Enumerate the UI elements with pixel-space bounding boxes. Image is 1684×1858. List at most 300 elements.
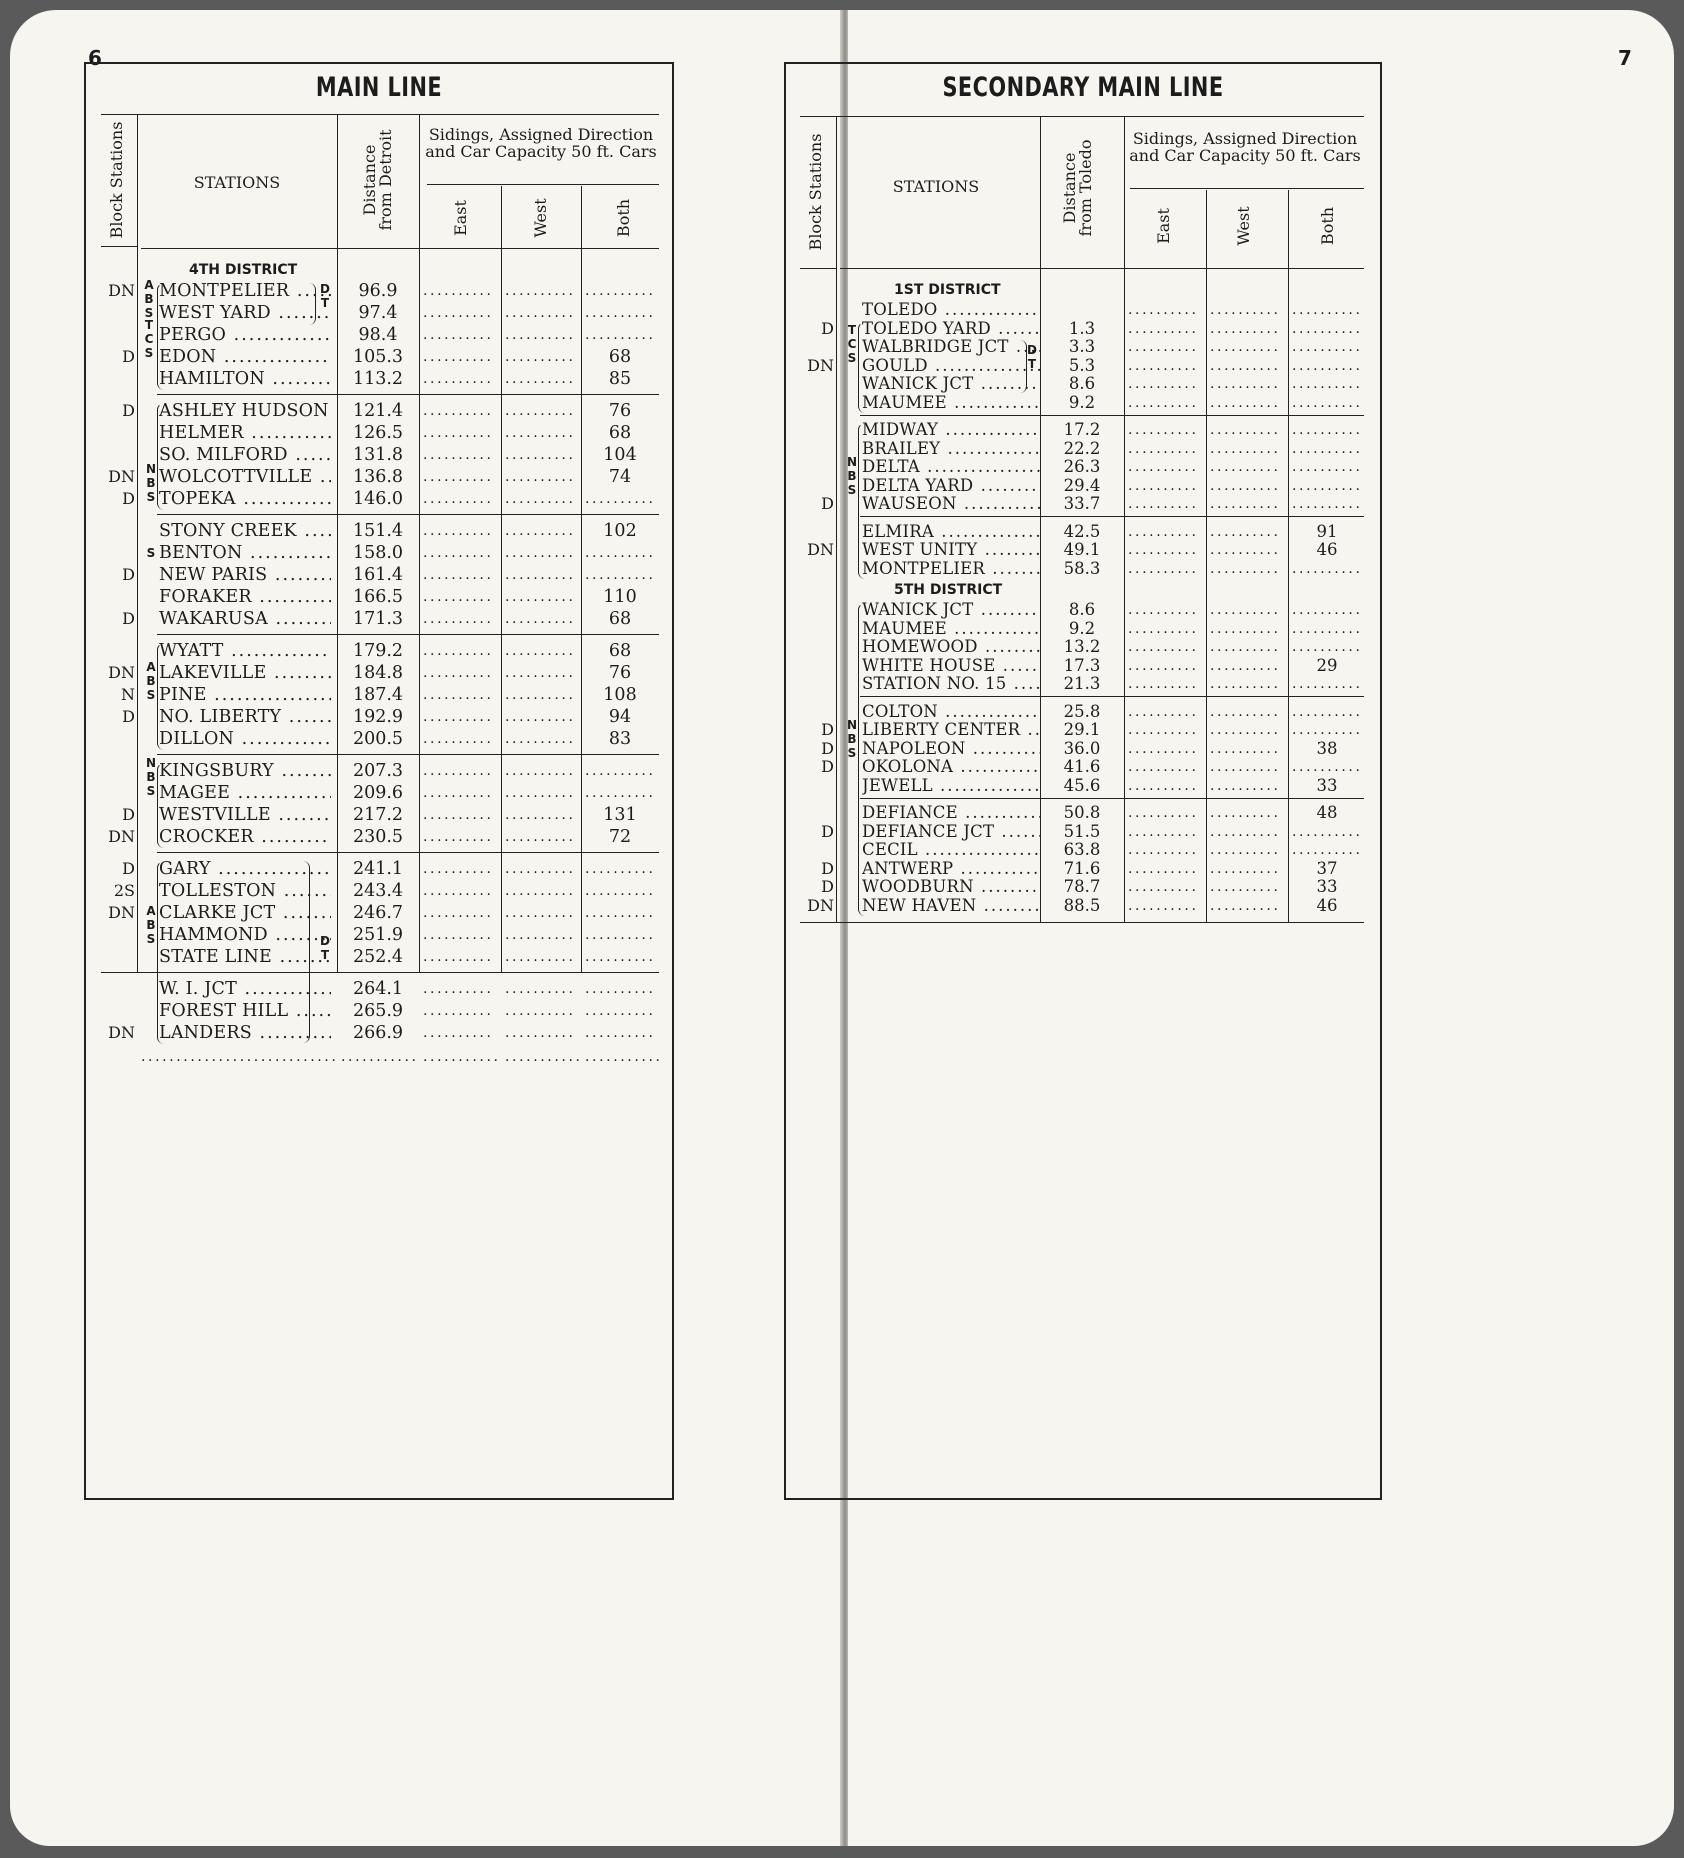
station-name: WAKARUSA .....: [159, 608, 331, 630]
table-row: [800, 656, 1364, 676]
table-row: [101, 858, 659, 880]
block-station-code: D: [821, 858, 834, 878]
main-line-frame: [84, 62, 674, 1500]
block-station-code: D: [122, 401, 135, 420]
station-name: MIDWAY .....: [862, 420, 1040, 440]
east-siding-dots: [1128, 674, 1198, 694]
distance-value: 50.8: [1063, 803, 1101, 822]
east-siding-dots: [423, 444, 493, 466]
west-siding-dots: [1210, 757, 1280, 777]
both-siding-dots: [1292, 600, 1362, 620]
both-siding-dots: [1292, 476, 1362, 496]
distance-value: 105.3: [352, 347, 404, 367]
west-siding-dots: [1210, 393, 1280, 413]
east-siding-dots: [423, 858, 493, 880]
table-row: [101, 488, 659, 510]
station-name: TOLLESTON .....: [159, 880, 331, 902]
block-station-code: D: [821, 720, 834, 739]
table-row: [101, 466, 659, 488]
west-siding-dots: [505, 346, 575, 368]
both-siding-dots: [585, 1000, 655, 1022]
distance-value: 97.4: [358, 303, 398, 323]
west-siding-dots: [1210, 776, 1280, 796]
block-station-code: D: [122, 489, 135, 508]
distance-value: 171.3: [352, 609, 404, 629]
block-station-code: D: [122, 859, 135, 878]
empty-dots: [423, 1046, 497, 1068]
east-siding-dots: [1128, 476, 1198, 496]
east-siding-dots: [423, 880, 493, 902]
signal-label: N B S: [846, 718, 858, 760]
both-siding-capacity: 38: [1316, 738, 1338, 758]
west-siding-dots: [1210, 540, 1280, 560]
station-name: BRAILEY .....: [862, 439, 1040, 459]
table-row: [800, 374, 1364, 394]
east-siding-dots: [423, 280, 493, 302]
both-siding-dots: [1292, 720, 1362, 740]
distance-value: 230.5: [352, 827, 404, 847]
east-siding-dots: [1128, 656, 1198, 676]
station-name: WYATT .....: [159, 640, 331, 662]
table-row: [800, 619, 1364, 639]
block-station-code: DN: [807, 540, 834, 559]
west-siding-dots: [505, 400, 575, 422]
west-siding-dots: [505, 586, 575, 608]
district-heading: 5TH DISTRICT: [894, 582, 1003, 598]
station-name: NO. LIBERTY .....: [159, 706, 331, 728]
table-row: [800, 439, 1364, 459]
station-name: DILLON .....: [159, 728, 331, 750]
block-station-code: D: [821, 318, 834, 338]
both-siding-dots: [1292, 319, 1362, 339]
group-bracket: [858, 603, 865, 916]
distance-value: 131.8: [352, 445, 404, 465]
both-siding-dots: [585, 542, 655, 564]
both-siding-capacity: 76: [608, 663, 632, 683]
block-station-code: D: [122, 347, 135, 366]
both-siding-capacity: 33: [1316, 877, 1338, 896]
station-name: HOMEWOOD .....: [862, 637, 1040, 657]
west-siding-dots: [505, 640, 575, 662]
distance-value: 49.1: [1063, 540, 1101, 559]
table-row: [800, 637, 1364, 657]
block-station-code: DN: [807, 895, 834, 915]
table-row: [800, 600, 1364, 620]
west-siding-dots: [1210, 300, 1280, 320]
east-siding-dots: [1128, 337, 1198, 357]
east-siding-dots: [1128, 739, 1198, 759]
east-siding-dots: [423, 422, 493, 444]
both-siding-dots: [585, 760, 655, 782]
signal-label: D T: [320, 934, 330, 962]
block-station-code: N: [121, 685, 135, 704]
station-name: BENTON .....: [159, 542, 331, 564]
both-siding-dots: [585, 946, 655, 968]
table-row: [101, 346, 659, 368]
station-name: WOODBURN .....: [862, 877, 1040, 897]
west-siding-dots: [505, 1022, 575, 1044]
west-siding-dots: [1210, 494, 1280, 514]
station-name: WAUSEON .....: [862, 494, 1040, 514]
distance-value: 151.4: [352, 521, 404, 541]
secondary-line-table: [800, 116, 1364, 976]
distance-value: 41.6: [1063, 757, 1101, 776]
distance-value: 9.2: [1068, 618, 1096, 638]
table-row: [800, 859, 1364, 879]
both-header: Both: [614, 198, 633, 238]
block-station-code: DN: [108, 903, 135, 922]
west-siding-dots: [505, 280, 575, 302]
east-siding-dots: [423, 520, 493, 542]
both-siding-dots: [585, 564, 655, 586]
distance-value: 78.7: [1063, 877, 1101, 896]
table-row: [101, 302, 659, 324]
west-siding-dots: [1210, 439, 1280, 459]
west-siding-dots: [1210, 476, 1280, 496]
both-siding-capacity: 68: [608, 347, 632, 367]
district-heading: 4TH DISTRICT: [189, 262, 298, 278]
east-siding-dots: [1128, 803, 1198, 823]
station-name: DEFIANCE JCT .....: [862, 822, 1040, 842]
west-siding-dots: [505, 422, 575, 444]
secondary-line-frame: [784, 62, 1382, 1500]
block-station-code: D: [122, 609, 135, 628]
west-siding-dots: [505, 1000, 575, 1022]
west-siding-dots: [1210, 319, 1280, 339]
east-siding-dots: [423, 826, 493, 848]
page-number: 6: [88, 46, 102, 70]
east-siding-dots: [1128, 522, 1198, 542]
both-siding-dots: [1292, 439, 1362, 459]
block-stations-header: Block Stations: [806, 133, 825, 251]
east-siding-dots: [1128, 877, 1198, 897]
east-siding-dots: [1128, 559, 1198, 579]
both-siding-capacity: 94: [608, 707, 632, 727]
signal-label: A B S: [146, 904, 156, 946]
west-siding-dots: [505, 782, 575, 804]
both-siding-capacity: 37: [1316, 858, 1338, 878]
both-siding-dots: [1292, 619, 1362, 639]
both-siding-dots: [1292, 702, 1362, 722]
table-row: [800, 822, 1364, 842]
signal-label: A B S: [146, 660, 156, 702]
table-row: [800, 300, 1364, 320]
distance-value: 8.6: [1068, 600, 1096, 619]
table-row: [101, 684, 659, 706]
east-siding-dots: [423, 782, 493, 804]
east-siding-dots: [1128, 540, 1198, 560]
both-siding-dots: [1292, 337, 1362, 357]
block-station-code: D: [122, 805, 135, 824]
west-header: West: [531, 198, 550, 238]
distance-value: 158.0: [352, 543, 404, 563]
table-row: [800, 674, 1364, 694]
west-siding-dots: [505, 684, 575, 706]
distance-value: 21.3: [1063, 674, 1101, 693]
both-siding-dots: [585, 280, 655, 302]
distance-header: Distance from Toledo: [1060, 139, 1095, 237]
table-row: [800, 776, 1364, 796]
table-row: [800, 393, 1364, 413]
station-name: W. I. JCT .....: [159, 978, 331, 1000]
table-row: [101, 880, 659, 902]
station-name: DELTA .....: [862, 457, 1040, 477]
distance-value: 184.8: [352, 663, 404, 683]
distance-value: 25.8: [1063, 701, 1101, 721]
station-name: MONTPELIER .....: [862, 559, 1040, 579]
empty-dots: [505, 1046, 579, 1068]
stations-header: STATIONS: [193, 173, 281, 192]
west-siding-dots: [505, 706, 575, 728]
table-row: [800, 356, 1364, 376]
both-siding-dots: [585, 924, 655, 946]
both-siding-dots: [1292, 674, 1362, 694]
east-siding-dots: [423, 902, 493, 924]
station-name: PERGO .....: [159, 324, 331, 346]
east-siding-dots: [1128, 840, 1198, 860]
station-name: MAGEE .....: [159, 782, 331, 804]
group-bracket: [157, 283, 164, 390]
both-siding-capacity: 68: [608, 609, 632, 629]
west-siding-dots: [505, 564, 575, 586]
table-row: [101, 662, 659, 684]
east-siding-dots: [423, 662, 493, 684]
station-name: NEW HAVEN .....: [862, 896, 1040, 916]
table-row: [800, 840, 1364, 860]
station-name: TOLEDO .....: [862, 300, 1040, 320]
west-siding-dots: [1210, 337, 1280, 357]
page-title: SECONDARY MAIN LINE: [942, 72, 1224, 103]
both-siding-dots: [585, 302, 655, 324]
east-siding-dots: [1128, 702, 1198, 722]
table-row: [101, 706, 659, 728]
block-station-code: D: [821, 877, 834, 896]
both-siding-dots: [585, 978, 655, 1000]
station-name: STATION NO. 15 .....: [862, 674, 1040, 694]
table-row: [101, 902, 659, 924]
block-station-code: D: [821, 738, 834, 758]
right-page: [806, 10, 1674, 1846]
both-siding-dots: [1292, 494, 1362, 514]
table-row: [101, 564, 659, 586]
distance-value: 1.3: [1068, 318, 1096, 338]
west-siding-dots: [505, 880, 575, 902]
table-row: [800, 420, 1364, 440]
left-page: [10, 10, 842, 1846]
distance-value: 251.9: [352, 925, 404, 945]
table-row: [800, 896, 1364, 916]
block-station-code: DN: [807, 355, 834, 375]
east-siding-dots: [423, 542, 493, 564]
east-siding-dots: [423, 1022, 493, 1044]
group-bracket: [157, 861, 164, 1044]
west-siding-dots: [505, 826, 575, 848]
station-name: WOLCOTTVILLE .....: [159, 466, 331, 488]
table-row: [101, 608, 659, 630]
station-name: GOULD .....: [862, 356, 1040, 376]
distance-value: 71.6: [1063, 858, 1101, 878]
west-siding-dots: [1210, 656, 1280, 676]
block-station-code: DN: [108, 281, 135, 300]
distance-value: 146.0: [352, 489, 404, 509]
west-siding-dots: [505, 324, 575, 346]
station-name: PINE .....: [159, 684, 331, 706]
distance-value: 9.2: [1068, 392, 1096, 412]
both-siding-capacity: 46: [1316, 895, 1338, 915]
table-row: [101, 324, 659, 346]
station-name: KINGSBURY .....: [159, 760, 331, 782]
both-siding-dots: [1292, 457, 1362, 477]
distance-value: 266.9: [352, 1023, 404, 1043]
west-siding-dots: [505, 978, 575, 1000]
table-row: [101, 640, 659, 662]
station-name: COLTON .....: [862, 702, 1040, 722]
table-row: [800, 559, 1364, 579]
west-siding-dots: [1210, 702, 1280, 722]
station-name: ELMIRA .....: [862, 522, 1040, 542]
distance-value: 33.7: [1063, 494, 1101, 513]
table-row: [800, 476, 1364, 496]
east-siding-dots: [423, 324, 493, 346]
distance-value: 96.9: [358, 281, 398, 301]
east-siding-dots: [1128, 393, 1198, 413]
both-siding-dots: [585, 880, 655, 902]
distance-value: 166.5: [352, 587, 404, 607]
distance-value: 265.9: [352, 1001, 404, 1021]
distance-header: Distance from Detroit: [360, 129, 395, 231]
distance-value: 17.2: [1063, 420, 1101, 439]
district-heading: 1ST DISTRICT: [894, 282, 1001, 298]
table-row: [101, 368, 659, 390]
group-bracket: [157, 403, 164, 510]
station-name: ASHLEY HUDSON .....: [159, 400, 331, 422]
table-row: [800, 457, 1364, 477]
station-name: EDON .....: [159, 346, 331, 368]
distance-value: 209.6: [352, 783, 404, 803]
east-siding-dots: [1128, 720, 1198, 740]
west-siding-dots: [1210, 674, 1280, 694]
table-row: [800, 720, 1364, 740]
distance-value: 29.1: [1063, 720, 1101, 739]
east-header: East: [451, 200, 470, 236]
station-name: WHITE HOUSE .....: [862, 656, 1040, 676]
distance-value: 187.4: [352, 685, 404, 705]
west-siding-dots: [1210, 637, 1280, 657]
east-siding-dots: [423, 640, 493, 662]
station-name: FORAKER .....: [159, 586, 331, 608]
table-row: [101, 826, 659, 848]
empty-dots: [141, 1046, 337, 1068]
both-siding-dots: [1292, 822, 1362, 842]
station-name: HAMMOND .....: [159, 924, 331, 946]
station-name: OKOLONA .....: [862, 757, 1040, 777]
distance-value: 26.3: [1063, 457, 1101, 476]
block-station-code: D: [122, 707, 135, 726]
distance-value: 36.0: [1063, 738, 1101, 758]
both-siding-dots: [1292, 420, 1362, 440]
station-name: LANDERS .....: [159, 1022, 331, 1044]
table-row: [101, 760, 659, 782]
west-siding-dots: [1210, 457, 1280, 477]
table-row: [800, 739, 1364, 759]
both-siding-capacity: 33: [1316, 775, 1338, 795]
west-siding-dots: [505, 444, 575, 466]
table-row: [800, 494, 1364, 514]
distance-value: 29.4: [1063, 475, 1101, 495]
east-siding-dots: [1128, 374, 1198, 394]
block-station-code: 2S: [113, 881, 135, 900]
east-siding-dots: [423, 804, 493, 826]
both-siding-dots: [585, 782, 655, 804]
west-siding-dots: [505, 760, 575, 782]
station-name: TOPEKA .....: [159, 488, 331, 510]
station-name: JEWELL .....: [862, 776, 1040, 796]
west-siding-dots: [505, 520, 575, 542]
distance-value: 63.8: [1063, 840, 1101, 859]
east-siding-dots: [423, 1000, 493, 1022]
group-bracket: [858, 322, 865, 413]
station-name: FOREST HILL .....: [159, 1000, 331, 1022]
table-row: [800, 522, 1364, 542]
east-siding-dots: [423, 946, 493, 968]
east-siding-dots: [1128, 619, 1198, 639]
east-siding-dots: [423, 728, 493, 750]
station-name: HELMER .....: [159, 422, 331, 444]
both-siding-capacity: 91: [1316, 521, 1338, 541]
west-siding-dots: [505, 488, 575, 510]
group-bracket: [157, 763, 164, 848]
both-siding-capacity: 29: [1316, 655, 1338, 675]
both-header: Both: [1318, 206, 1337, 246]
west-siding-dots: [1210, 559, 1280, 579]
both-siding-capacity: 131: [603, 805, 637, 825]
both-siding-dots: [1292, 637, 1362, 657]
east-siding-dots: [423, 466, 493, 488]
station-name: NEW PARIS .....: [159, 564, 331, 586]
east-siding-dots: [423, 368, 493, 390]
table-row: [101, 782, 659, 804]
table-row: [101, 978, 659, 1000]
west-siding-dots: [505, 608, 575, 630]
distance-value: 8.6: [1068, 374, 1096, 393]
east-siding-dots: [1128, 439, 1198, 459]
both-siding-dots: [585, 1022, 655, 1044]
both-siding-capacity: 76: [608, 401, 632, 421]
table-row: [101, 1000, 659, 1022]
table-row: [101, 924, 659, 946]
station-name: SO. MILFORD .....: [159, 444, 331, 466]
signal-label: N B S: [145, 462, 157, 504]
west-siding-dots: [505, 924, 575, 946]
station-name: CROCKER .....: [159, 826, 331, 848]
signal-label: T C S: [847, 322, 857, 365]
both-siding-capacity: 83: [608, 729, 632, 749]
distance-value: 42.5: [1063, 521, 1101, 541]
distance-value: 179.2: [352, 641, 404, 661]
both-siding-dots: [1292, 840, 1362, 860]
both-siding-dots: [585, 488, 655, 510]
table-row: [800, 757, 1364, 777]
table-row: [800, 877, 1364, 897]
empty-dots: [585, 1046, 659, 1068]
signal-label: D T: [320, 282, 330, 310]
main-line-table: [101, 114, 659, 1043]
east-siding-dots: [1128, 896, 1198, 916]
station-name: WANICK JCT .....: [862, 600, 1040, 620]
block-stations-header: Block Stations: [107, 121, 126, 239]
distance-value: 264.1: [352, 979, 404, 999]
station-name: MAUMEE .....: [862, 619, 1040, 639]
